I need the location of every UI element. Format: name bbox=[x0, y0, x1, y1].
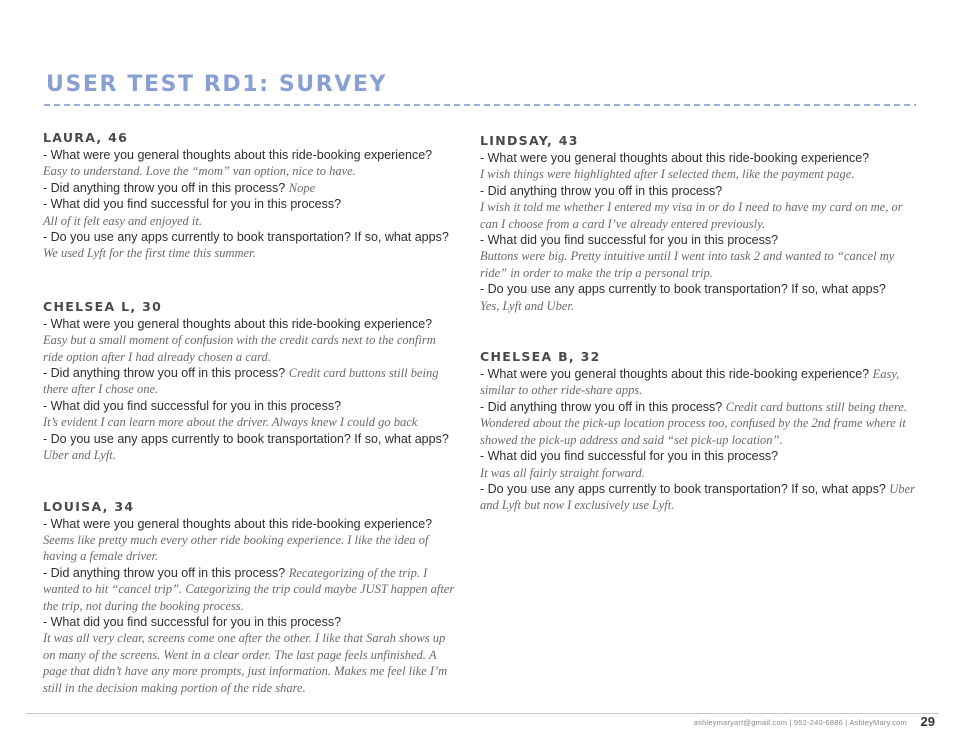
page-title: USER TEST RD1: SURVEY bbox=[46, 72, 388, 97]
answer: Recategorizing of the trip. I wanted to hit “cancel trip”. Categorizing the trip could maybe JUST happen after the trip, not during the booking process. bbox=[43, 565, 455, 613]
answer: I wish it told me whether I entered my visa in or do I need to have my card on me, or can I choose from a card I’ve already entered previously. bbox=[480, 200, 903, 231]
respondent-louisa bbox=[43, 499, 458, 696]
answer-1-line bbox=[43, 163, 458, 179]
question: - What did you find successful for you in this process? bbox=[43, 614, 342, 629]
footer-divider bbox=[26, 713, 939, 714]
answer: Easy to understand. Love the “mom” van option, nice to have. bbox=[43, 164, 356, 179]
respondent-chelsea-b bbox=[480, 349, 920, 514]
question: - Do you use any apps currently to book transportation? If so, what apps? bbox=[480, 282, 886, 297]
answer: Uber and Lyft but now I exclusively use Lyft. bbox=[480, 481, 915, 513]
answer: We used Lyft for the first time this summer. bbox=[43, 246, 256, 261]
qa-3 bbox=[43, 196, 458, 212]
question: - Did anything throw you off in this process? bbox=[43, 366, 286, 381]
right-column bbox=[480, 133, 920, 514]
question: - Do you use any apps currently to book transportation? If so, what apps? bbox=[43, 230, 449, 245]
left-column bbox=[43, 130, 458, 696]
question: - Did anything throw you off in this process? bbox=[480, 399, 723, 414]
answer: It was all fairly straight forward. bbox=[480, 465, 645, 480]
question: - Did anything throw you off in this process? bbox=[480, 183, 723, 198]
qa-3 bbox=[480, 448, 920, 464]
qa-3 bbox=[43, 398, 458, 414]
question: - What were you general thoughts about this ride-booking experience? bbox=[43, 516, 433, 531]
answer-3-line bbox=[480, 248, 920, 281]
question: - What did you find successful for you in this process? bbox=[480, 233, 779, 248]
title-divider bbox=[44, 104, 916, 106]
footer-contact: ashleymaryart@gmail.com | 952-240-6886 | AshleyMary.com bbox=[693, 718, 907, 727]
answer-3-line bbox=[43, 213, 458, 229]
answer: Seems like pretty much every other ride booking experience. I like the idea of having a female driver. bbox=[43, 532, 429, 564]
question: - What were you general thoughts about this ride-booking experience? bbox=[43, 148, 433, 162]
answer: Credit card buttons still being there after I chose one. bbox=[43, 366, 439, 397]
answer: Easy but a small moment of confusion with the credit cards next to the confirm ride option after I had already chosen a card. bbox=[43, 333, 436, 364]
respondent-name: CHELSEA B, 32 bbox=[480, 349, 601, 365]
qa-4 bbox=[43, 431, 458, 447]
answer: Yes, Lyft and Uber. bbox=[480, 298, 574, 313]
answer: Credit card buttons still being there. Wondered about the pick-up location process too, confused by the 2nd frame where it showed the pick-up address and said “set pick-up location”. bbox=[480, 399, 907, 447]
respondent-chelsea-l bbox=[43, 299, 458, 464]
answer-4-line bbox=[480, 298, 920, 314]
qa-2 bbox=[43, 365, 458, 398]
qa-2 bbox=[43, 565, 458, 614]
qa-1 bbox=[43, 516, 458, 532]
answer-1-line bbox=[480, 166, 920, 182]
qa-2 bbox=[43, 180, 458, 196]
respondent-lindsay bbox=[480, 133, 920, 314]
answer: Easy, similar to other ride-share apps. bbox=[480, 367, 900, 398]
respondent-laura bbox=[43, 130, 458, 262]
qa-4 bbox=[480, 281, 920, 297]
page-number: 29 bbox=[920, 714, 935, 729]
qa-1 bbox=[43, 316, 458, 365]
answer-2-line bbox=[480, 199, 920, 232]
question: - Did anything throw you off in this process? bbox=[43, 180, 286, 195]
question: - What were you general thoughts about this ride-booking experience? bbox=[43, 316, 433, 331]
question: - What did you find successful for you in this process? bbox=[480, 449, 779, 464]
answer: All of it felt easy and enjoyed it. bbox=[43, 213, 202, 228]
answer-4-line bbox=[43, 447, 458, 463]
qa-3 bbox=[480, 232, 920, 248]
qa-4 bbox=[43, 229, 458, 245]
qa-1 bbox=[43, 147, 458, 163]
question: - What did you find successful for you in this process? bbox=[43, 197, 342, 212]
answer: Nope bbox=[288, 180, 316, 195]
qa-4 bbox=[480, 481, 920, 514]
question: - Do you use any apps currently to book transportation? If so, what apps? bbox=[480, 481, 886, 496]
answer: I wish things were highlighted after I selected them, like the payment page. bbox=[480, 167, 855, 182]
question: - Did anything throw you off in this process? bbox=[43, 565, 286, 580]
qa-1 bbox=[480, 150, 920, 166]
question: - What did you find successful for you in this process? bbox=[43, 398, 342, 413]
respondent-name: LAURA, 46 bbox=[43, 130, 129, 145]
question: - Do you use any apps currently to book transportation? If so, what apps? bbox=[43, 431, 449, 446]
answer-3-line bbox=[43, 630, 458, 696]
answer-1-line bbox=[43, 532, 458, 565]
respondent-name: CHELSEA L, 30 bbox=[43, 298, 163, 314]
answer-3-line bbox=[480, 465, 920, 481]
answer: It’s evident I can learn more about the driver. Always knew I could go back bbox=[43, 415, 418, 430]
answer-4-line bbox=[43, 245, 458, 261]
qa-1 bbox=[480, 366, 920, 399]
qa-3 bbox=[43, 614, 458, 630]
answer: Buttons were big. Pretty intuitive until I went into task 2 and wanted to “cancel my ride” in order to make the trip a personal trip. bbox=[480, 249, 895, 280]
qa-2 bbox=[480, 399, 920, 448]
answer-3-line bbox=[43, 414, 458, 430]
question: - What were you general thoughts about this ride-booking experience? bbox=[480, 367, 870, 382]
qa-2 bbox=[480, 183, 920, 199]
respondent-name: LOUISA, 34 bbox=[43, 498, 135, 514]
answer: Uber and Lyft. bbox=[43, 448, 116, 463]
respondent-name: LINDSAY, 43 bbox=[480, 133, 579, 148]
question: - What were you general thoughts about this ride-booking experience? bbox=[480, 151, 870, 165]
answer: It was all very clear, screens come one after the other. I like that Sarah shows up on many of the screens. Went in a clear order. The last page feels unfinished. A page that didn’t have any more prompts, just information. Makes me feel like I’m still in the decision making portion of the ride share. bbox=[43, 631, 448, 695]
